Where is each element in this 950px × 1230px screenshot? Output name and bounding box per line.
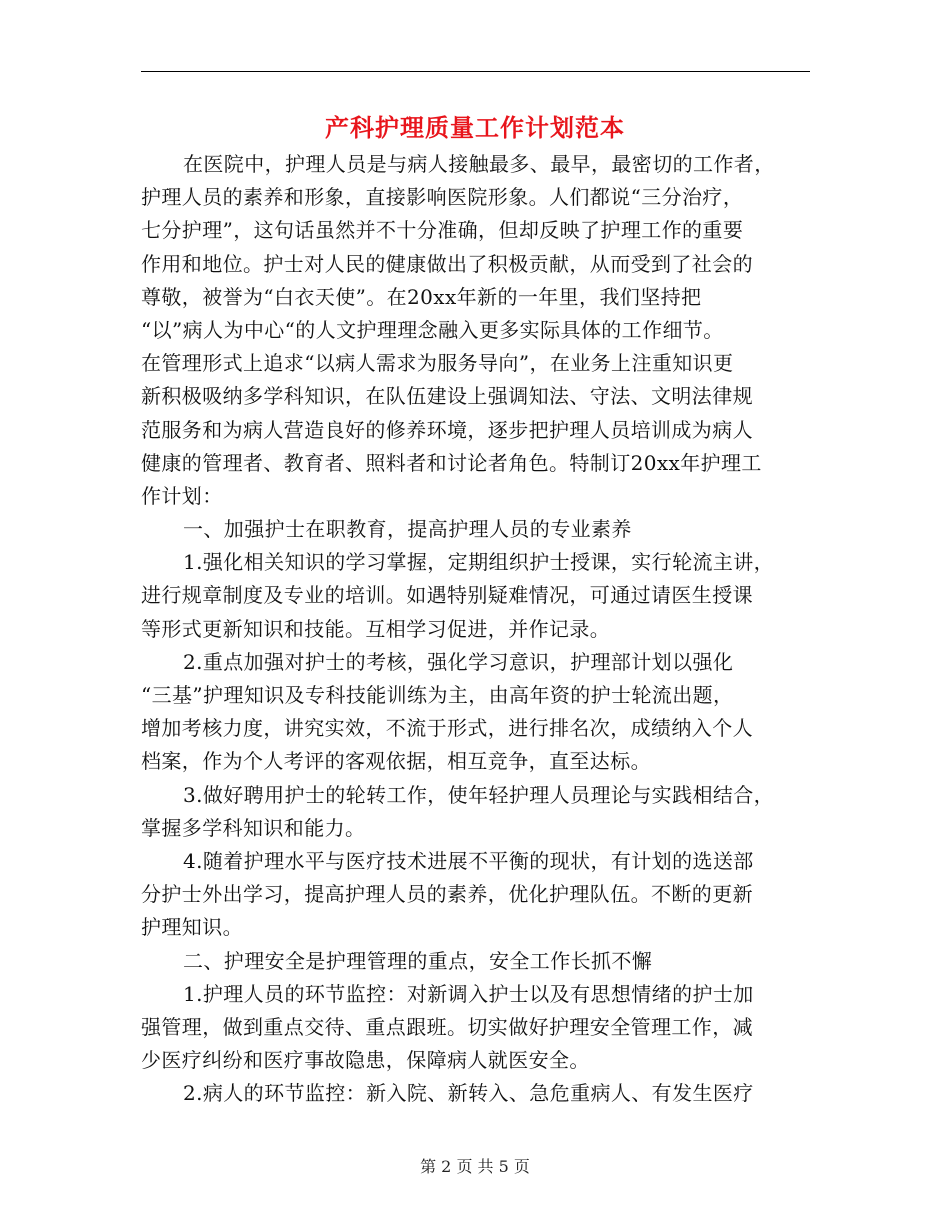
- text-line: 3.做好聘用护士的轮转工作，使年轻护理人员理论与实践相结合，: [183, 782, 775, 807]
- text-line: 等形式更新知识和技能。互相学习促进，并作记录。: [141, 616, 611, 641]
- text-line: “三基”护理知识及专科技能训练为主，由高年资的护士轮流出题，: [141, 683, 734, 707]
- text-line: 档案，作为个人考评的客观依据，相互竞争，直至达标。: [141, 749, 651, 774]
- document-body: [141, 148, 810, 1110]
- text-line: 二、护理安全是护理管理的重点，安全工作长抓不懈: [183, 948, 653, 973]
- text-line: 范服务和为病人营造良好的修养环境，逐步把护理人员培训成为病人: [141, 417, 753, 442]
- text-line: 掌握多学科知识和能力。: [141, 815, 366, 840]
- text-line: 少医疗纠纷和医疗事故隐患，保障病人就医安全。: [141, 1048, 590, 1073]
- text-line: 2.病人的环节监控：新入院、新转入、急危重病人、有发生医疗: [183, 1081, 754, 1106]
- text-line: 在医院中，护理人员是与病人接触最多、最早，最密切的工作者，: [183, 152, 775, 176]
- text-line: 分护士外出学习，提高护理人员的素养，优化护理队伍。不断的更新: [141, 882, 753, 907]
- text-line: 健康的管理者、教育者、照料者和讨论者角色。特制订20xx年护理工: [141, 450, 762, 475]
- text-line: 尊敬，被誉为“白衣天使”。在20xx年新的一年里，我们坚持把: [141, 284, 702, 309]
- text-line: 一、加强护士在职教育，提高护理人员的专业素养: [183, 517, 632, 542]
- text-line: 2.重点加强对护士的考核，强化学习意识，护理部计划以强化: [183, 649, 734, 674]
- text-line: 进行规章制度及专业的培训。如遇特别疑难情况，可通过请医生授课: [141, 583, 753, 608]
- text-line: 作用和地位。护士对人民的健康做出了积极贡献，从而受到了社会的: [141, 251, 753, 276]
- text-line: 护理知识。: [141, 915, 243, 940]
- text-line: 4.随着护理水平与医疗技术进展不平衡的现状，有计划的选送部: [183, 848, 754, 873]
- header-rule: [141, 71, 810, 72]
- text-line: 1.强化相关知识的学习掌握，定期组织护士授课，实行轮流主讲，: [183, 550, 775, 575]
- text-line: 增加考核力度，讲究实效，不流于形式，进行排名次，成绩纳入个人: [141, 716, 753, 741]
- text-line: 七分护理”，这句话虽然并不十分准确，但却反映了护理工作的重要: [141, 218, 744, 243]
- text-line: 在管理形式上追求“以病人需求为服务导向”，在业务上注重知识更: [141, 351, 734, 376]
- text-line: 新积极吸纳多学科知识，在队伍建设上强调知法、守法、文明法律规: [141, 384, 753, 409]
- text-line: 强管理，做到重点交待、重点跟班。切实做好护理安全管理工作，减: [141, 1014, 753, 1039]
- document-title: 产科护理质量工作计划范本: [325, 113, 625, 142]
- text-line: “以”病人为中心“的人文护理理念融入更多实际具体的工作细节。: [141, 317, 724, 342]
- page-footer: 第 2 页 共 5 页: [420, 1157, 530, 1176]
- text-line: 护理人员的素养和形象，直接影响医院形象。人们都说“三分治疗，: [141, 185, 744, 210]
- text-line: 作计划：: [141, 483, 223, 508]
- text-line: 1.护理人员的环节监控：对新调入护士以及有思想情绪的护士加: [183, 981, 754, 1006]
